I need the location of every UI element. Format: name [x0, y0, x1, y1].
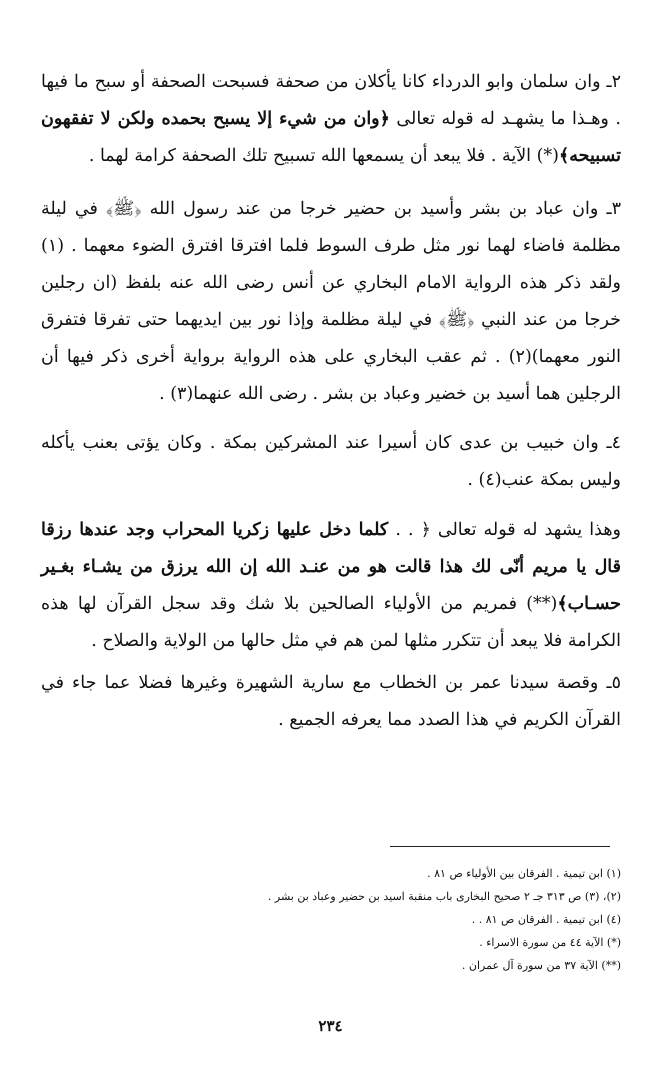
footnote: (٢)، (٣) ص ٣١٣ جـ ٢ صحيح البخارى باب منقبة اسيد بن حضير وعباد بن بشر .: [267, 890, 621, 903]
paragraph-salman-abu-darda: [41, 64, 621, 175]
paragraph-text: ٣ـ وان عباد بن بشر وأسيد بن حضير خرجا من عند رسول الله ﴿ﷺ﴾ في ليلة مظلمة فاضاء لهما نور مثل طرف السوط فلما افترقا افترق الضوء معهما . (١) ولقد ذكر هذه الرواية الامام البخاري عن أنس رضى الله عنه بلفظ (ان رجلين خرجا من عند النبي ﴿ﷺ﴾ في ليلة مظلمة وإذا نور بين ايديهما حتى تفرقا فتفرق النور معهما)(٢) . ثم عقب البخاري على هذه الرواية برواية أخرى ذكر فيها أن الرجلين هما أسيد بن خضير وعباد بن بشر . رضى الله عنهما(٣) .: [41, 199, 622, 404]
paragraph-text: وهذا يشهد له قوله تعالى ﴿ . .: [388, 520, 621, 540]
quran-verse-bold: كلما دخل عليها زكريا المحراب وجد عندها رزقا قال يا مريم أنّى لك هذا قالت هو من عنـد الله إن الله يرزق من يشـاء بغـير حسـاب﴾: [41, 520, 621, 614]
paragraph-text: ٤ـ وان خبيب بن عدى كان أسيرا عند المشركين بمكة . وكان يؤتى بعنب يأكله وليس بمكة عنب(٤) .: [41, 433, 621, 490]
footnote: (٤) ابن تيمية . الفرقان ص ٨١ . .: [471, 913, 621, 926]
footnotes: [36, 862, 621, 977]
paragraph-text: وهـذا ما يشهـد له قوله تعالى: [389, 109, 609, 129]
footnote: (*) الآية ٤٤ من سورة الاسراء .: [479, 936, 621, 949]
footnote-divider: [390, 846, 610, 847]
paragraph-khubaib: [41, 425, 621, 499]
quran-verse-bold: ﴿وان من شيء إلا يسبح بحمده ولكن لا تفقهون تسبيحه﴾: [41, 109, 621, 166]
page-number: ٢٣٤: [318, 1017, 343, 1035]
paragraph-text: (*) الآية . فلا يبعد أن يسمعها الله تسبيح تلك الصحفة كرامة لهما .: [88, 146, 560, 166]
paragraph-umar-sariya: [41, 665, 621, 739]
paragraph-text: (**) فمريم من الأولياء الصالحين بلا شك وقد سجل القرآن لها هذه الكرامة فلا يبعد أن تتكرر مثلها لمن هم في مثل حالها من الولاية والصلاح .: [41, 594, 621, 651]
paragraph-maryam: [41, 512, 621, 660]
paragraph-text: ٥ـ وقصة سيدنا عمر بن الخطاب مع سارية الشهيرة وغيرها فضلا عما جاء في القرآن الكريم في هذا الصدد مما يعرفه الجميع .: [41, 673, 621, 730]
paragraph-text: ٢ـ وان سلمان وابو الدرداء كانا يأكلان من صحفة فسبحت الصحفة أو سبح ما فيها .: [41, 72, 621, 129]
footnote: (١) ابن تيمية . الفرقان بين الأولياء ص ٨١ .: [427, 867, 621, 880]
paragraph-abbad-usaid: [41, 191, 621, 413]
footnote: (**) الآية ٣٧ من سورة آل عمران .: [461, 959, 621, 972]
